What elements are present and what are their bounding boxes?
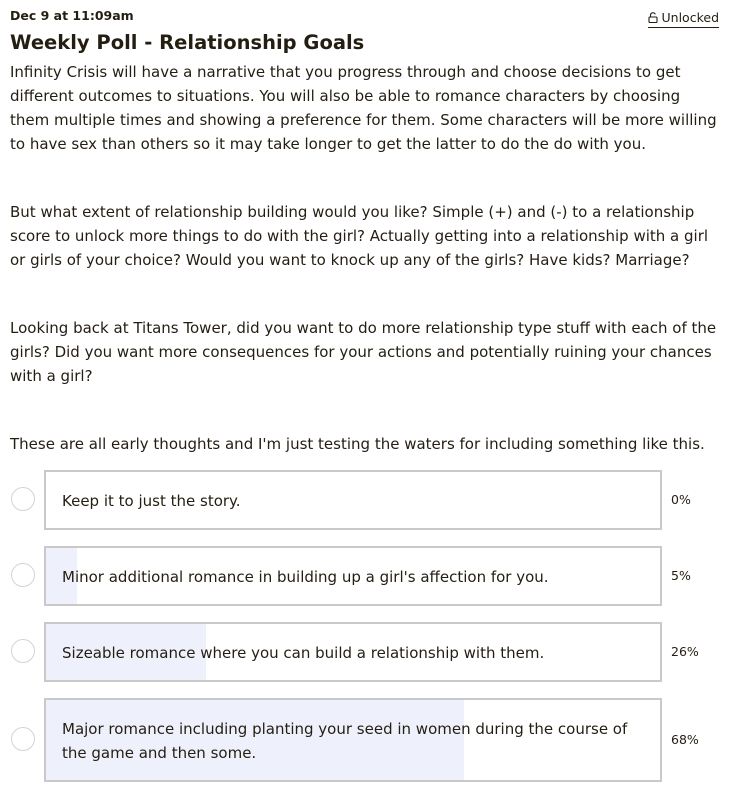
poll-option-box[interactable] [44, 470, 662, 530]
post-paragraph: Looking back at Titans Tower, did you want to do more relationship type stuff with each of the girls? Did you want more consequences for your actions and potentially ruining your chances with a girl? [10, 319, 717, 385]
post-paragraph: But what extent of relationship building would you like? Simple (+) and (-) to a relationship score to unlock more things to do with the girl? Actually getting into a relationship with a girl or girls of your choice? Would you want to knock up any of the girls? Have kids? Marriage? [10, 203, 709, 269]
post-paragraph: Infinity Crisis will have a narrative that you progress through and choose decisions to get different outcomes to situations. You will also be able to romance characters by choosing them multiple times and showing a preference for them. Some characters will be more willing to have sex than others so it may take longer to get the latter to do the do with you. [10, 63, 717, 153]
post-paragraph: These are all early thoughts and I'm just testing the waters for including something like this. [10, 435, 705, 453]
post-title: Weekly Poll - Relationship Goals [10, 31, 365, 54]
poll-option-radio[interactable] [11, 487, 35, 511]
poll-option-radio[interactable] [11, 727, 35, 751]
poll-option [0, 698, 730, 782]
poll-option-percent: 68% [671, 732, 699, 747]
poll-option-radio[interactable] [11, 563, 35, 587]
poll-option-box[interactable] [44, 698, 662, 782]
post-date: Dec 9 at 11:09am [10, 8, 134, 23]
poll-option [0, 470, 730, 530]
poll-option-label: Major romance including planting your seed in women during the course of the game and then some. [62, 720, 628, 762]
unlocked-status-link[interactable] [648, 10, 719, 28]
poll-option [0, 546, 730, 606]
poll-option-box[interactable] [44, 546, 662, 606]
poll-option-label: Keep it to just the story. [62, 492, 241, 510]
unlock-icon [648, 12, 658, 23]
post-header [10, 8, 720, 28]
poll-option-percent: 0% [671, 492, 691, 507]
poll-option-radio[interactable] [11, 639, 35, 663]
poll-option [0, 622, 730, 682]
poll-option-percent: 5% [671, 568, 691, 583]
poll-option-label: Sizeable romance where you can build a relationship with them. [62, 644, 545, 662]
unlocked-label: Unlocked [661, 10, 719, 25]
poll-option-box[interactable] [44, 622, 662, 682]
poll-option-percent: 26% [671, 644, 699, 659]
poll-option-label: Minor additional romance in building up a girl's affection for you. [62, 568, 549, 586]
